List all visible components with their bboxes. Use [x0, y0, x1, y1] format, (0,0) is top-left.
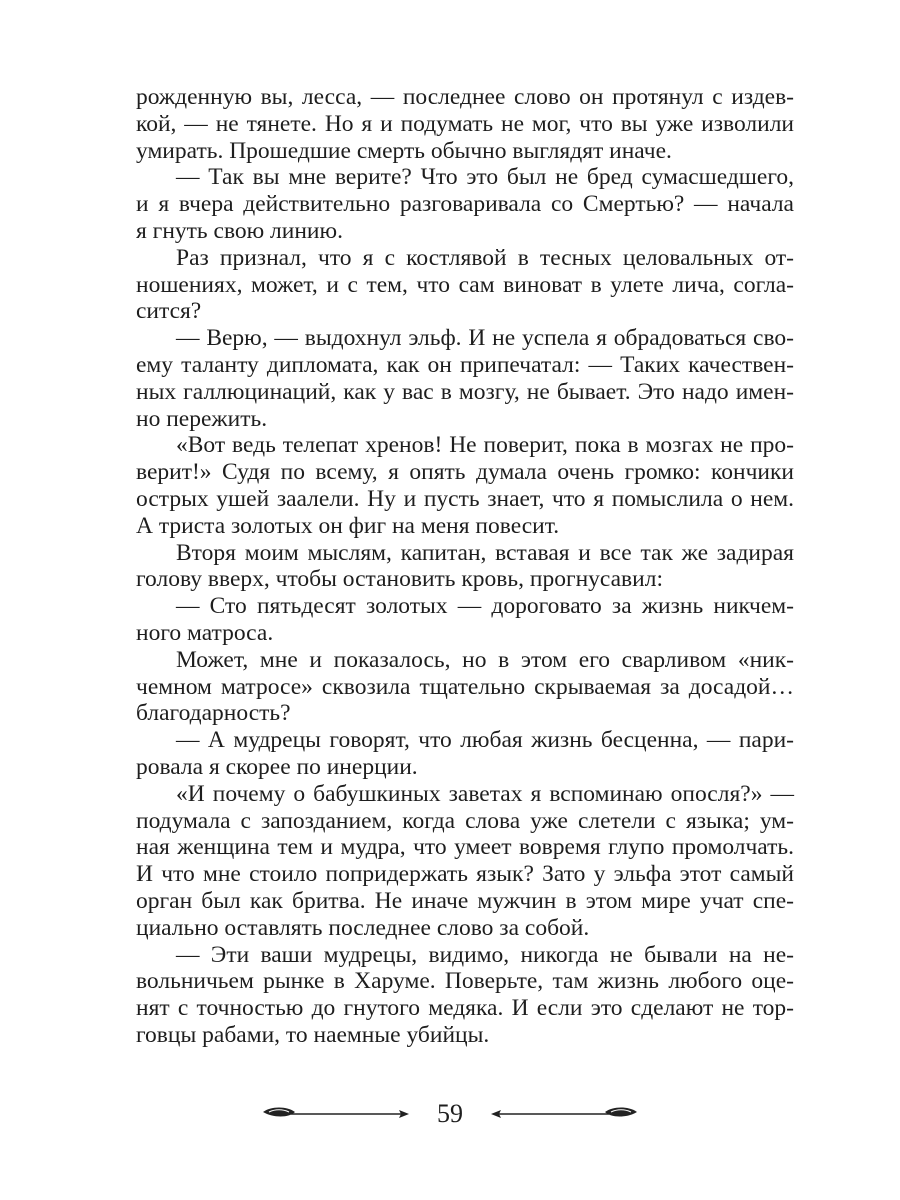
text-line: А триста золотых он фиг на меня повесит. [136, 512, 560, 539]
text-line: сится? [136, 298, 202, 325]
text-line: благодарность? [136, 700, 291, 727]
text-line: «И почему о бабушкиных заветах я вспоминаю опосля?» — [176, 780, 794, 807]
text-line: верит!» Судя по всему, я опять думала очень громко: кончики [136, 459, 794, 486]
text-line: чемном матросе» сквозила тщательно скрываемая за досадой… [136, 673, 794, 700]
text-line: острых ушей заалели. Ну и пусть знает, что я помыслила о нем. [136, 485, 794, 512]
text-line: «Вот ведь телепат хренов! Не поверит, пока в мозгах не про- [176, 432, 794, 459]
text-line: нят с точностью до гнутого медяка. И если это сделают не тор- [136, 995, 794, 1022]
text-line: ных галлюцинаций, как у вас в мозгу, не бывает. Это надо имен- [136, 378, 794, 405]
right-ornament-arrow-icon [489, 1104, 639, 1124]
text-line: рожденную вы, лесса, — последнее слово он протянул с издев- [136, 84, 794, 110]
text-line: ему таланту дипломата, как он припечатал: — Таких качествен- [136, 351, 794, 378]
text-line: — Сто пятьдесят золотых — дороговато за жизнь никчем- [176, 593, 794, 620]
text-line: ная женщина тем и мудра, что умеет вовремя глупо промолчать. [136, 834, 794, 861]
text-line: ровала я скорее по инерции. [136, 753, 418, 780]
text-line: Раз признал, что я с костлявой в тесных целовальных от- [176, 244, 794, 271]
left-ornament-arrow-icon [261, 1104, 411, 1124]
text-line: подумала с запозданием, когда слова уже слетели с языка; ум- [136, 807, 794, 834]
text-line: Вторя моим мыслям, капитан, вставая и все так же задирая [176, 539, 794, 566]
text-line: И что мне стоило попридержать язык? Зато у эльфа этот самый [136, 861, 794, 888]
text-line: и я вчера действительно разговаривала со Смертью? — начала [136, 191, 794, 218]
text-line: — А мудрецы говорят, что любая жизнь бесценна, — пари- [176, 727, 794, 754]
text-line: — Так вы мне верите? Что это был не бред сумасшедшего, [176, 164, 794, 191]
text-line: вольничьем рынке в Харуме. Поверьте, там жизнь любого оце- [136, 968, 794, 995]
page-number: 59 [437, 1099, 463, 1128]
text-line: говцы рабами, то наемные убийцы. [136, 1021, 490, 1048]
text-line: я гнуть свою линию. [136, 217, 343, 244]
text-line: орган был как бритва. Не иначе мужчин в этом мире учат спе- [136, 887, 794, 914]
text-line: — Верю, — выдохнул эльф. И не успела я обрадоваться сво- [176, 325, 794, 352]
book-page-text [136, 84, 794, 1049]
text-line: циально оставлять последнее слово за собой. [136, 914, 590, 941]
text-line: умирать. Прошедшие смерть обычно выглядят иначе. [136, 137, 672, 164]
text-line: ного матроса. [136, 619, 274, 646]
text-line: — Эти ваши мудрецы, видимо, никогда не бывали на не- [176, 941, 794, 968]
text-line: голову вверх, чтобы остановить кровь, прогнусавил: [136, 566, 663, 593]
text-line: ношениях, может, и с тем, что сам виноват в улете лича, согла- [136, 271, 794, 298]
page-footer [0, 1094, 900, 1134]
text-line: но пережить. [136, 405, 268, 432]
text-line: Может, мне и показалось, но в этом его сварливом «ник- [176, 646, 794, 673]
text-line: кой, — не тянете. Но я и подумать не мог, что вы уже изволили [136, 110, 794, 137]
